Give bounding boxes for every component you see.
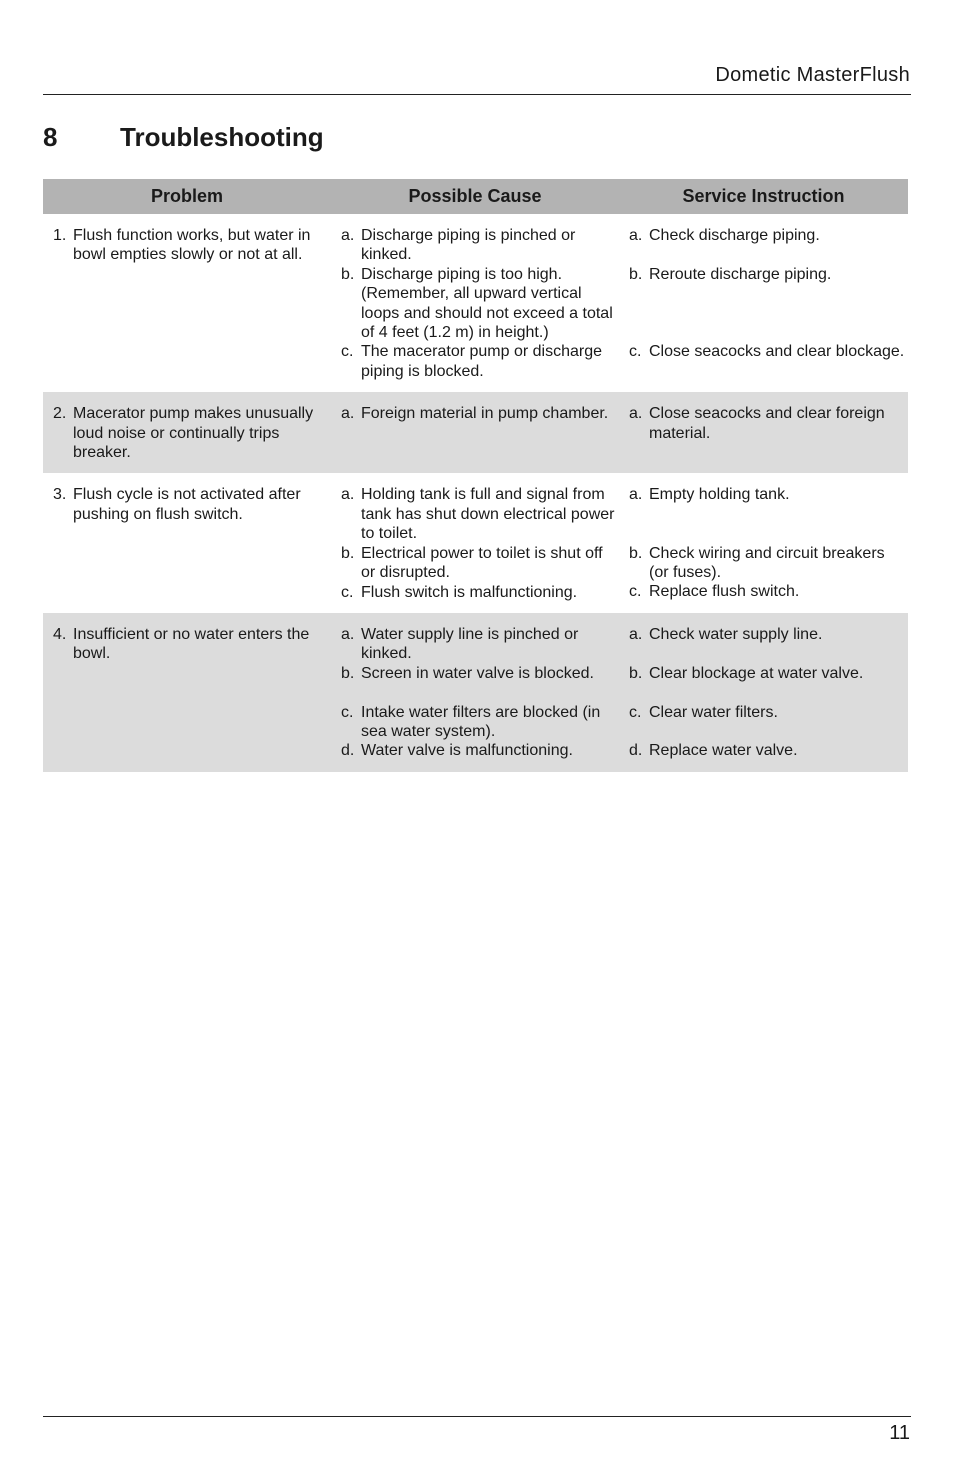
item-text: The macerator pump or discharge piping is blocked. bbox=[361, 343, 602, 380]
item-text: Discharge piping is pinched or kinked. bbox=[361, 227, 576, 264]
item-marker: a. bbox=[629, 405, 643, 423]
header-problem: Problem bbox=[150, 186, 224, 206]
list-item bbox=[53, 625, 331, 664]
list-item bbox=[629, 226, 908, 245]
problem-cell bbox=[43, 404, 331, 462]
problem-cell bbox=[43, 625, 331, 761]
item-marker: c. bbox=[629, 583, 642, 601]
cause-cell bbox=[331, 625, 619, 761]
item-text: Discharge piping is too high. (Remember, all upward vertical loops and should not exceed a total of 4 feet (1.2 m) in height.) bbox=[361, 265, 613, 342]
cause-cell bbox=[331, 404, 619, 462]
item-text: Replace flush switch. bbox=[649, 583, 800, 601]
list-item bbox=[629, 544, 908, 583]
item-marker: a. bbox=[341, 227, 355, 244]
item-marker: b. bbox=[629, 664, 643, 682]
list-item bbox=[53, 226, 331, 265]
list-item bbox=[629, 625, 908, 644]
table-header bbox=[43, 179, 908, 214]
item-marker: 3. bbox=[53, 486, 67, 504]
item-marker: a. bbox=[341, 405, 355, 423]
list-item bbox=[629, 485, 908, 504]
list-item bbox=[341, 583, 619, 602]
item-marker: 1. bbox=[53, 227, 67, 244]
item-text: Empty holding tank. bbox=[649, 486, 790, 504]
list-item bbox=[53, 404, 331, 462]
list-item bbox=[341, 625, 619, 664]
section-title bbox=[43, 122, 324, 153]
item-marker: b. bbox=[629, 544, 643, 562]
item-text: Check discharge piping. bbox=[649, 227, 820, 244]
item-text: Reroute discharge piping. bbox=[649, 265, 832, 283]
table-row bbox=[43, 392, 908, 473]
item-marker: d. bbox=[629, 742, 643, 760]
header-service-instruction: Service Instruction bbox=[682, 186, 845, 206]
list-item bbox=[629, 582, 908, 601]
item-marker: c. bbox=[629, 703, 642, 721]
table-row bbox=[43, 613, 908, 772]
table-row bbox=[43, 473, 908, 612]
list-item bbox=[341, 226, 619, 265]
list-item bbox=[629, 404, 908, 443]
table-row bbox=[43, 214, 908, 392]
item-marker: a. bbox=[629, 227, 643, 244]
item-marker: c. bbox=[341, 703, 354, 721]
instruction-cell bbox=[619, 404, 908, 462]
item-marker: a. bbox=[341, 625, 355, 643]
header-brand: Dometic MasterFlush bbox=[715, 64, 910, 86]
item-text: Clear water filters. bbox=[649, 703, 778, 721]
item-text: Check wiring and circuit breakers (or fuses). bbox=[649, 544, 885, 582]
item-marker: a. bbox=[629, 625, 643, 643]
item-text: Macerator pump makes unusually loud noise or continually trips breaker. bbox=[73, 405, 314, 462]
header-possible-cause: Possible Cause bbox=[408, 186, 542, 206]
instruction-cell bbox=[619, 226, 908, 381]
item-text: Clear blockage at water valve. bbox=[649, 664, 864, 682]
item-marker: c. bbox=[629, 343, 642, 361]
list-item bbox=[341, 664, 619, 683]
item-marker: b. bbox=[341, 664, 355, 682]
list-item bbox=[629, 664, 908, 683]
item-text: Screen in water valve is blocked. bbox=[361, 664, 594, 682]
item-marker: 4. bbox=[53, 625, 67, 643]
item-marker: a. bbox=[341, 486, 355, 504]
item-text: Flush cycle is not activated after pushing on flush switch. bbox=[73, 486, 301, 523]
list-item bbox=[53, 485, 331, 524]
item-text: Foreign material in pump chamber. bbox=[361, 405, 609, 423]
list-item bbox=[341, 404, 619, 423]
item-text: Close seacocks and clear foreign material. bbox=[649, 405, 885, 442]
item-marker: d. bbox=[341, 742, 355, 760]
item-text: Holding tank is full and signal from tank has shut down electrical power to toilet. bbox=[361, 486, 615, 543]
item-text: Close seacocks and clear blockage. bbox=[649, 343, 905, 361]
item-text: Intake water filters are blocked (in sea water system). bbox=[361, 703, 601, 740]
item-text: Water valve is malfunctioning. bbox=[361, 742, 573, 760]
problem-cell bbox=[43, 485, 331, 601]
cause-cell bbox=[331, 226, 619, 381]
list-item bbox=[341, 741, 619, 760]
item-marker: 2. bbox=[53, 405, 67, 423]
troubleshooting-table bbox=[43, 179, 908, 772]
item-text: Water supply line is pinched or kinked. bbox=[361, 625, 579, 663]
item-text: Flush switch is malfunctioning. bbox=[361, 583, 578, 601]
section-number: 8 bbox=[43, 122, 58, 152]
list-item bbox=[341, 703, 619, 742]
list-item bbox=[629, 741, 908, 760]
list-item bbox=[341, 544, 619, 583]
page-number: 11 bbox=[889, 1422, 910, 1444]
list-item bbox=[341, 342, 619, 381]
list-item bbox=[629, 265, 908, 284]
item-marker: b. bbox=[629, 265, 643, 283]
item-marker: c. bbox=[341, 583, 354, 601]
header-divider bbox=[43, 94, 911, 95]
instruction-cell bbox=[619, 485, 908, 601]
item-text: Replace water valve. bbox=[649, 742, 798, 760]
item-text: Flush function works, but water in bowl empties slowly or not at all. bbox=[73, 227, 311, 264]
item-marker: b. bbox=[341, 544, 355, 562]
list-item bbox=[629, 342, 908, 361]
footer-divider bbox=[43, 1416, 911, 1417]
item-text: Electrical power to toilet is shut off or disrupted. bbox=[361, 544, 603, 582]
item-marker: c. bbox=[341, 343, 354, 361]
cause-cell bbox=[331, 485, 619, 601]
list-item bbox=[341, 485, 619, 543]
list-item bbox=[629, 703, 908, 722]
problem-cell bbox=[43, 226, 331, 381]
item-marker: b. bbox=[341, 265, 355, 283]
item-text: Insufficient or no water enters the bowl. bbox=[73, 625, 310, 663]
section-title-text: Troubleshooting bbox=[120, 122, 324, 152]
instruction-cell bbox=[619, 625, 908, 761]
item-text: Check water supply line. bbox=[649, 625, 823, 643]
list-item bbox=[341, 265, 619, 343]
item-marker: a. bbox=[629, 486, 643, 504]
